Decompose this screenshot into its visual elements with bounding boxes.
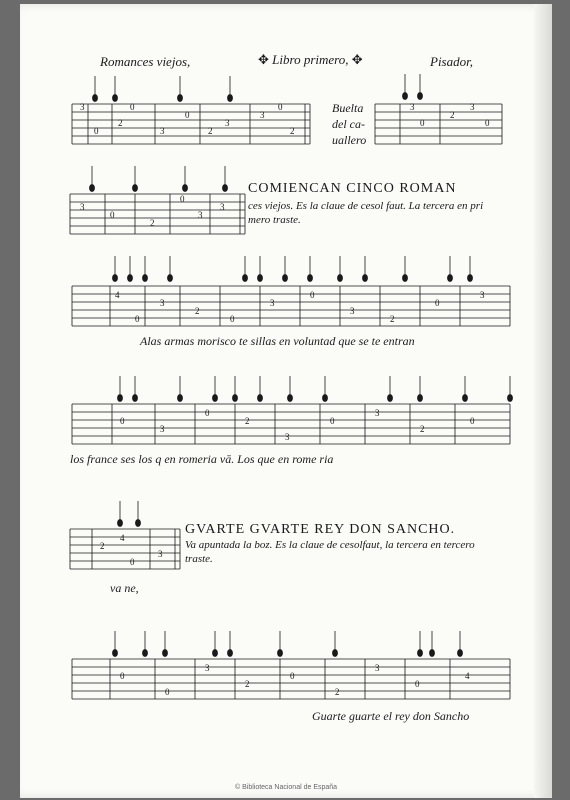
svg-text:3: 3 xyxy=(160,298,165,308)
svg-text:2: 2 xyxy=(118,118,123,128)
rhythm-signs-6 xyxy=(113,631,463,657)
section-text-2 xyxy=(185,538,475,566)
svg-text:3: 3 xyxy=(270,298,275,308)
svg-text:0: 0 xyxy=(185,110,190,120)
svg-text:0: 0 xyxy=(278,102,283,112)
header-right: Pisador, xyxy=(430,54,473,69)
rhythm-signs-4 xyxy=(118,376,513,402)
svg-text:4: 4 xyxy=(465,671,470,681)
svg-text:3: 3 xyxy=(350,306,355,316)
svg-text:4: 4 xyxy=(120,533,125,543)
svg-text:0: 0 xyxy=(94,126,99,136)
lyrics-line-4: Guarte guarte el rey don Sancho xyxy=(312,709,470,723)
svg-text:0: 0 xyxy=(470,416,475,426)
svg-text:2: 2 xyxy=(245,679,250,689)
header-center-text: Libro primero, xyxy=(272,52,349,67)
buelta-label xyxy=(332,100,366,148)
svg-text:3: 3 xyxy=(220,202,225,212)
svg-text:3: 3 xyxy=(410,102,415,112)
section-text-2-line-2: traste. xyxy=(185,553,213,565)
section-text-1 xyxy=(248,199,483,227)
svg-text:0: 0 xyxy=(180,194,185,204)
buelta-line-2: del ca- xyxy=(332,117,365,131)
svg-text:0: 0 xyxy=(110,210,115,220)
svg-text:0: 0 xyxy=(290,671,295,681)
tablature-staves xyxy=(20,4,552,798)
staff-system-2 xyxy=(70,194,245,234)
svg-text:3: 3 xyxy=(205,663,210,673)
lyrics-line-2: los france ses los q en romeria vā. Los que en rome ria xyxy=(70,452,334,466)
svg-text:0: 0 xyxy=(120,416,125,426)
svg-text:0: 0 xyxy=(205,408,210,418)
buelta-line-3: uallero xyxy=(332,133,367,147)
svg-text:3: 3 xyxy=(285,432,290,442)
svg-text:3: 3 xyxy=(198,210,203,220)
section-heading-2: GVARTE GVARTE REY DON SANCHO. xyxy=(185,522,456,537)
ornament-right-icon: ✥ xyxy=(351,52,363,67)
svg-text:0: 0 xyxy=(485,118,490,128)
section-text-1-line-2: mero traste. xyxy=(248,214,301,226)
ornament-left-icon: ✥ xyxy=(258,52,269,67)
svg-text:3: 3 xyxy=(160,126,165,136)
staff-system-1a xyxy=(72,104,310,144)
svg-text:3: 3 xyxy=(470,102,475,112)
svg-text:2: 2 xyxy=(195,306,200,316)
svg-text:3: 3 xyxy=(480,290,485,300)
svg-text:3: 3 xyxy=(160,424,165,434)
header-left: Romances viejos, xyxy=(100,54,191,69)
svg-text:0: 0 xyxy=(310,290,315,300)
svg-text:0: 0 xyxy=(130,102,135,112)
svg-text:0: 0 xyxy=(135,314,140,324)
section-heading-1: COMIENCAN CINCO ROMAN xyxy=(248,181,457,196)
svg-text:2: 2 xyxy=(290,126,295,136)
svg-text:0: 0 xyxy=(435,298,440,308)
rhythm-signs-3 xyxy=(113,256,473,282)
svg-text:4: 4 xyxy=(115,290,120,300)
svg-text:0: 0 xyxy=(120,671,125,681)
svg-text:3: 3 xyxy=(158,549,163,559)
svg-text:2: 2 xyxy=(420,424,425,434)
svg-text:2: 2 xyxy=(245,416,250,426)
section-text-2-line-1: Va apuntada la boz. Es la claue de cesolfaut, la tercera en tercero xyxy=(185,539,475,551)
svg-text:0: 0 xyxy=(130,557,135,567)
svg-text:3: 3 xyxy=(375,663,380,673)
svg-text:3: 3 xyxy=(80,202,85,212)
svg-text:2: 2 xyxy=(208,126,213,136)
staff-system-5 xyxy=(70,529,180,569)
rhythm-signs-5 xyxy=(118,501,141,527)
svg-text:3: 3 xyxy=(80,102,85,112)
svg-text:2: 2 xyxy=(450,110,455,120)
staff-system-4 xyxy=(72,404,510,444)
svg-text:0: 0 xyxy=(165,687,170,697)
book-page xyxy=(20,4,552,798)
lyrics-line-3: va ne, xyxy=(110,581,139,595)
svg-text:2: 2 xyxy=(150,218,155,228)
svg-text:2: 2 xyxy=(390,314,395,324)
svg-text:0: 0 xyxy=(415,679,420,689)
svg-text:2: 2 xyxy=(335,687,340,697)
library-credit: © Biblioteca Nacional de España xyxy=(235,784,338,791)
staff-system-1b xyxy=(375,104,502,144)
lyrics-line-1: Alas armas morisco te sillas en voluntad que se te entran xyxy=(140,334,415,348)
buelta-line-1: Buelta xyxy=(332,101,364,115)
svg-text:2: 2 xyxy=(100,541,105,551)
svg-text:3: 3 xyxy=(225,118,230,128)
svg-text:3: 3 xyxy=(375,408,380,418)
svg-text:3: 3 xyxy=(260,110,265,120)
svg-text:0: 0 xyxy=(230,314,235,324)
rhythm-signs xyxy=(90,74,423,192)
section-text-1-line-1: ces viejos. Es la claue de cesol faut. La tercera en pri xyxy=(248,200,484,212)
svg-text:0: 0 xyxy=(420,118,425,128)
svg-text:0: 0 xyxy=(330,416,335,426)
